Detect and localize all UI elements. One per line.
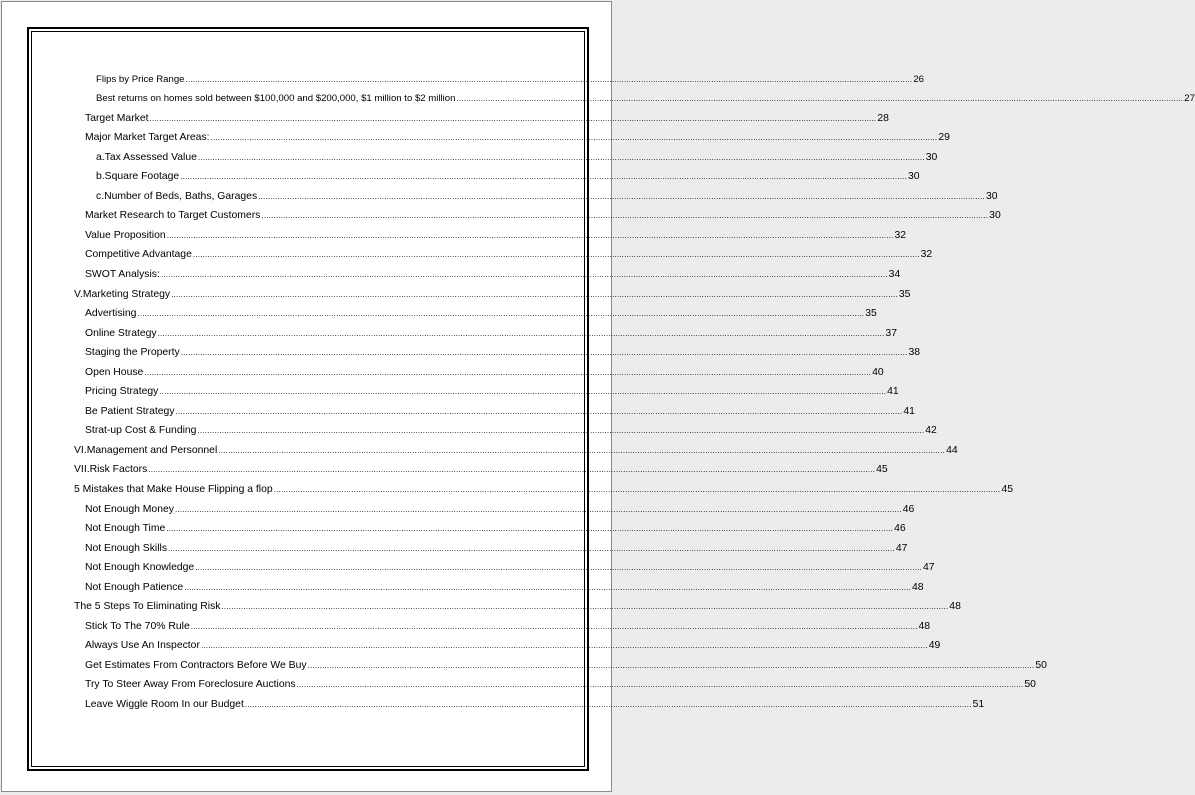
toc-entry-page: 45	[876, 464, 888, 475]
toc-entry[interactable]	[85, 268, 901, 282]
toc-entry-title: Try To Steer Away From Foreclosure Auctions	[85, 679, 296, 690]
toc-entry[interactable]	[85, 229, 907, 243]
toc-entry-page: 30	[985, 191, 998, 202]
toc-entry[interactable]	[85, 522, 906, 536]
toc-entry-page: 46	[894, 523, 906, 534]
toc-leader-dots: ............................................................................................................................................................................................................................................................................................................	[192, 250, 920, 259]
toc-entry-title: Pricing Strategy	[85, 386, 159, 397]
toc-leader-dots: ............................................................................................................................................................................................................................................................................................................	[159, 387, 887, 396]
toc-entry-title: SWOT Analysis:	[85, 269, 160, 280]
toc-entry-page: 42	[925, 425, 937, 436]
toc-leader-dots: ............................................................................................................................................................................................................................................................................................................	[258, 192, 985, 201]
toc-entry-page: 34	[888, 269, 901, 280]
toc-leader-dots: ............................................................................................................................................................................................................................................................................................................	[166, 524, 894, 533]
toc-entry-number: b.	[96, 171, 105, 182]
toc-leader-dots: ............................................................................................................................................................................................................................................................................................................	[261, 211, 989, 220]
toc-entry-number: V.	[74, 289, 83, 300]
toc-entry-page: 45	[1001, 484, 1014, 495]
toc-leader-dots: ............................................................................................................................................................................................................................................................................................................	[185, 75, 913, 84]
toc-entry-page: 26	[913, 74, 924, 85]
toc-entry-page: 29	[938, 132, 950, 143]
toc-entry[interactable]	[85, 581, 924, 595]
toc-entry-page: 30	[908, 171, 920, 182]
toc-entry[interactable]	[85, 542, 908, 556]
toc-entry-number: VI.	[74, 445, 87, 456]
toc-leader-dots: ............................................................................................................................................................................................................................................................................................................	[296, 680, 1024, 689]
toc-entry-title: Always Use An Inspector	[85, 640, 200, 651]
toc-leader-dots: ............................................................................................................................................................................................................................................................................................................	[137, 309, 865, 318]
toc-entry-title: Market Research to Target Customers	[85, 210, 261, 221]
toc-entry-page: 49	[928, 640, 941, 651]
toc-entry[interactable]	[85, 659, 1047, 673]
toc-entry-title: Major Market Target Areas:	[85, 132, 210, 143]
toc-entry-title: Stick To The 70% Rule	[85, 621, 190, 632]
toc-entry-title: Leave Wiggle Room In our Budget	[85, 699, 244, 710]
toc-leader-dots: ............................................................................................................................................................................................................................................................................................................	[244, 700, 972, 709]
toc-entry-title: Not Enough Money	[85, 504, 174, 515]
toc-entry[interactable]	[96, 190, 998, 204]
toc-entry-title: Flips by Price Range	[96, 74, 185, 85]
toc-entry-number: a.	[96, 152, 105, 163]
toc-entry[interactable]	[85, 698, 985, 712]
toc-leader-dots: ............................................................................................................................................................................................................................................................................................................	[197, 153, 925, 162]
toc-leader-dots: ............................................................................................................................................................................................................................................................................................................	[171, 290, 898, 299]
toc-entry[interactable]	[85, 620, 931, 634]
toc-entry-title: Staging the Property	[85, 347, 180, 358]
toc-entry-title: Be Patient Strategy	[85, 406, 175, 417]
toc-entry[interactable]	[85, 307, 877, 321]
toc-entry[interactable]	[85, 385, 899, 399]
toc-entry[interactable]	[96, 170, 920, 184]
toc-leader-dots: ............................................................................................................................................................................................................................................................................................................	[197, 426, 925, 435]
toc-entry-title: 5 Mistakes that Make House Flipping a flop	[74, 484, 273, 495]
toc-entry-page: 50	[1024, 679, 1036, 690]
toc-leader-dots: ............................................................................................................................................................................................................................................................................................................	[180, 172, 907, 181]
toc-entry[interactable]	[74, 463, 888, 477]
toc-entry-page: 47	[895, 543, 908, 554]
toc-leader-dots: ............................................................................................................................................................................................................................................................................................................	[157, 329, 885, 338]
toc-entry-title: Marketing Strategy	[82, 289, 171, 300]
toc-entry-page: 38	[908, 347, 921, 358]
toc-entry-number: VII.	[74, 464, 90, 475]
toc-entry-page: 47	[922, 562, 935, 573]
toc-entry-title: Square Footage	[104, 171, 180, 182]
toc-entry-page: 35	[898, 289, 911, 300]
toc-entry-title: Online Strategy	[85, 328, 157, 339]
toc-leader-dots: ............................................................................................................................................................................................................................................................................................................	[184, 583, 912, 592]
toc-entry-title: Competitive Advantage	[85, 249, 192, 260]
toc-leader-dots: ............................................................................................................................................................................................................................................................................................................	[307, 661, 1035, 670]
toc-entry[interactable]	[85, 678, 1036, 692]
toc-entry-page: 37	[885, 328, 897, 339]
toc-leader-dots: ............................................................................................................................................................................................................................................................................................................	[174, 505, 902, 514]
toc-entry[interactable]	[96, 92, 1195, 106]
toc-entry[interactable]	[74, 600, 961, 614]
toc-entry-title: Best returns on homes sold between $100,000 and $200,000, $1 million to $2 million	[96, 93, 456, 104]
toc-entry[interactable]	[85, 639, 941, 653]
toc-entry-title: Not Enough Knowledge	[85, 562, 195, 573]
toc-leader-dots: ............................................................................................................................................................................................................................................................................................................	[160, 270, 888, 279]
toc-leader-dots: ............................................................................................................................................................................................................................................................................................................	[218, 446, 946, 455]
toc-entry-page: 32	[920, 249, 933, 260]
toc-entry[interactable]	[85, 131, 950, 145]
toc-entry-title: Tax Assessed Value	[104, 152, 197, 163]
toc-entry-title: Management and Personnel	[86, 445, 218, 456]
toc-entry[interactable]	[74, 444, 958, 458]
toc-entry-title: Strat-up Cost & Funding	[85, 425, 197, 436]
toc-entry-page: 27	[1184, 93, 1195, 104]
toc-entry[interactable]	[85, 424, 937, 438]
toc-entry-page: 35	[865, 308, 877, 319]
toc-leader-dots: ............................................................................................................................................................................................................................................................................................................	[273, 485, 1001, 494]
toc-entry-title: Target Market	[85, 113, 149, 124]
toc-entry-page: 48	[918, 621, 931, 632]
toc-entry-title: The 5 Steps To Eliminating Risk	[74, 601, 221, 612]
toc-entry[interactable]	[85, 248, 933, 262]
toc-entry-title: Value Proposition	[85, 230, 166, 241]
toc-entry-page: 48	[949, 601, 961, 612]
toc-leader-dots: ............................................................................................................................................................................................................................................................................................................	[144, 368, 872, 377]
toc-entry-page: 50	[1035, 660, 1047, 671]
toc-entry-page: 30	[989, 210, 1001, 221]
toc-leader-dots: ............................................................................................................................................................................................................................................................................................................	[210, 133, 938, 142]
toc-entry[interactable]	[74, 288, 911, 302]
toc-entry-title: Not Enough Patience	[85, 582, 184, 593]
toc-entry-title: Not Enough Skills	[85, 543, 168, 554]
toc-entry[interactable]	[96, 151, 938, 165]
toc-entry-title: Not Enough Time	[85, 523, 166, 534]
toc-leader-dots: ............................................................................................................................................................................................................................................................................................................	[166, 231, 894, 240]
toc-leader-dots: ............................................................................................................................................................................................................................................................................................................	[149, 114, 877, 123]
toc-entry[interactable]	[96, 73, 924, 87]
toc-leader-dots: ............................................................................................................................................................................................................................................................................................................	[221, 602, 949, 611]
toc-leader-dots: ............................................................................................................................................................................................................................................................................................................	[195, 563, 922, 572]
toc-entry-title: Get Estimates From Contractors Before We Buy	[85, 660, 307, 671]
toc-entry[interactable]	[85, 366, 884, 380]
toc-leader-dots: ............................................................................................................................................................................................................................................................................................................	[200, 641, 928, 650]
toc-entry-page: 46	[902, 504, 915, 515]
toc-entry-page: 30	[925, 152, 938, 163]
toc-entry[interactable]	[85, 327, 897, 341]
toc-entry-number: c.	[96, 191, 105, 202]
toc-entry[interactable]	[85, 346, 921, 360]
toc-entry[interactable]	[85, 112, 889, 126]
toc-leader-dots: ............................................................................................................................................................................................................................................................................................................	[190, 622, 918, 631]
toc-leader-dots: ............................................................................................................................................................................................................................................................................................................	[148, 465, 876, 474]
toc-entry-page: 40	[872, 367, 884, 378]
toc-leader-dots: ............................................................................................................................................................................................................................................................................................................	[175, 407, 903, 416]
toc-entry-page: 41	[903, 406, 915, 417]
toc-entry[interactable]	[74, 483, 1014, 497]
toc-entry-title: Risk Factors	[89, 464, 148, 475]
toc-leader-dots: ............................................................................................................................................................................................................................................................................................................	[456, 94, 1184, 103]
toc-entry[interactable]	[85, 405, 915, 419]
toc-entry-title: Open House	[85, 367, 144, 378]
toc-entry-page: 51	[972, 699, 985, 710]
toc-entry-page: 48	[912, 582, 924, 593]
toc-entry-title: Advertising	[85, 308, 137, 319]
toc-entry-title: Number of Beds, Baths, Garages	[104, 191, 258, 202]
toc-entry[interactable]	[85, 561, 935, 575]
toc-entry-page: 41	[887, 386, 899, 397]
toc-entry[interactable]	[85, 503, 915, 517]
toc-leader-dots: ............................................................................................................................................................................................................................................................................................................	[168, 544, 895, 553]
toc-entry-page: 32	[894, 230, 907, 241]
toc-entry[interactable]	[85, 209, 1001, 223]
toc-entry-page: 28	[877, 113, 889, 124]
toc-entry-page: 44	[946, 445, 958, 456]
toc-leader-dots: ............................................................................................................................................................................................................................................................................................................	[180, 348, 908, 357]
